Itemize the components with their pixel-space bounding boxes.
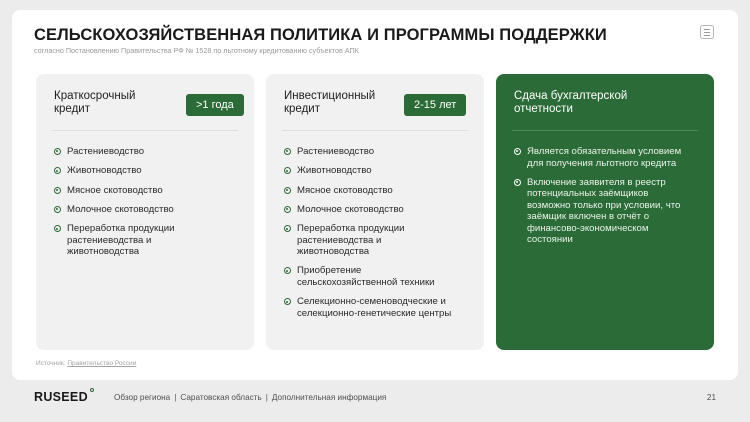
list-item: Переработка продукции растениеводства и животноводства [284,223,409,258]
list-item: Переработка продукции растениеводства и животноводства [54,223,189,258]
card-accounting-reports [496,74,714,350]
page-number: 21 [706,393,716,402]
divider [52,130,238,131]
card-investment-credit [266,74,484,350]
list-item: Молочное скотоводство [284,204,472,216]
circle-bullet-icon [54,206,61,213]
circle-bullet-icon [54,148,61,155]
circle-bullet-icon [284,225,291,232]
footer-breadcrumb: Обзор региона | Саратовская область | Дополнительная информация [114,393,387,402]
ruseed-logo: RUSEED [34,390,88,404]
divider [512,130,698,131]
list-item: Растениеводство [284,146,472,158]
card-title: Инвестиционный кредит [284,90,376,115]
list-item: Приобретение сельскохозяйственной техники [284,265,454,288]
circle-bullet-icon [54,187,61,194]
list-item: Мясное скотоводство [54,185,242,197]
footer-link-region[interactable]: Саратовская область [180,393,262,402]
item-list [514,146,699,254]
list-item: Растениеводство [54,146,242,158]
circle-bullet-icon [284,148,291,155]
list-item: Животноводство [54,165,242,177]
page-title: СЕЛЬСКОХОЗЯЙСТВЕННАЯ ПОЛИТИКА И ПРОГРАММЫ ПОДДЕРЖКИ [34,26,607,44]
circle-bullet-icon [514,179,521,186]
card-short-term-credit [36,74,254,350]
source-link[interactable]: Правительство России [67,360,137,367]
term-badge: >1 года [186,94,244,116]
list-item: Селекционно-семеноводческие и селекционно-генетические центры [284,296,459,319]
card-title: Сдача бухгалтерской отчетности [514,90,628,115]
circle-bullet-icon [514,148,521,155]
list-item: Мясное скотоводство [284,185,472,197]
circle-bullet-icon [284,187,291,194]
page-subtitle: согласно Постановлению Правительства РФ № 1528 по льготному кредитованию субъектов АПК [34,46,359,55]
list-item: Включение заявителя в реестр потенциальных заёмщиков возможно только при условии, что заёмщик включен в отчёт о финансово-экономическом состоянии [514,177,689,246]
circle-bullet-icon [54,225,61,232]
footer-link-overview[interactable]: Обзор региона [114,393,171,402]
logo-dot-icon [90,388,94,392]
card-title: Краткосрочный кредит [54,90,136,115]
list-item: Животноводство [284,165,472,177]
list-item: Является обязательным условием для получения льготного кредита [514,146,699,169]
hamburger-menu-icon[interactable] [700,25,714,39]
circle-bullet-icon [54,167,61,174]
footer-link-extra[interactable]: Дополнительная информация [271,393,387,402]
list-item: Молочное скотоводство [54,204,242,216]
source-note: Источник: Правительство России [36,360,137,367]
circle-bullet-icon [284,167,291,174]
term-badge: 2-15 лет [404,94,466,116]
divider [282,130,468,131]
circle-bullet-icon [284,298,291,305]
slide [12,10,738,380]
circle-bullet-icon [284,267,291,274]
circle-bullet-icon [284,206,291,213]
item-list [284,146,472,327]
item-list [54,146,242,265]
